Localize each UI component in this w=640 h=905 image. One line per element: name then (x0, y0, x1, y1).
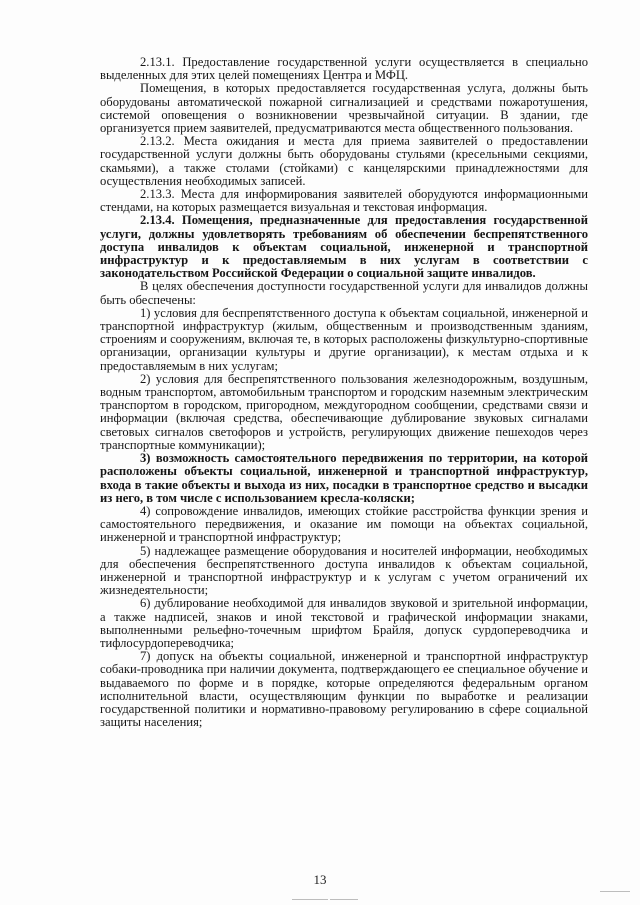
scan-artifact-line (330, 899, 358, 900)
scan-artifact-line (600, 891, 630, 892)
scan-artifact-line (292, 899, 328, 900)
list-item-6: 6) дублирование необходимой для инвалидов звуковой и зрительной информации, а также надписей, знаков и иной текстовой и графической информации знаками, выполненными рельефно-точечным шрифтом Брайля, допуск сурдопереводчика и тифлосурдопереводчика; (100, 596, 588, 650)
paragraph-accessibility-intro: В целях обеспечения доступности государственной услуги для инвалидов должны быть обеспечены: (100, 279, 588, 307)
list-item-3: 3) возможность самостоятельного передвижения по территории, на которой расположены объекты социальной, инженерной и транспортной инфраструктур, входа в такие объекты и выхода из них, посадки в транспортное средство и высадки из него, в том числе с использованием кресла-коляски; (100, 451, 588, 505)
paragraph-2-13-4: 2.13.4. Помещения, предназначенные для предоставления государственной услуги, должны удовлетворять требованиям об обеспечении беспрепятственного доступа инвалидов к объектам социальной, инженерной и транспортной инфраструктур и к предоставляемым в них услугам в соответствии с законодательством Российской Федерации о социальной защите инвалидов. (100, 213, 588, 281)
document-body (100, 56, 588, 729)
list-item-1: 1) условия для беспрепятственного доступа к объектам социальной, инженерной и транспортной инфраструктур (жилым, общественным и производственным зданиям, строениям и сооружениям, включая те, в которых расположены физкультурно-спортивные организации, организации культуры и другие организации), к местам отдыха и к предоставляемым в них услугам; (100, 305, 588, 373)
list-item-7: 7) допуск на объекты социальной, инженерной и транспортной инфраструктур собаки-проводника при наличии документа, подтверждающего ее специальное обучение и выдаваемого по форме и в порядке, которые определяются федеральным органом исполнительной власти, осуществляющим функции по выработке и реализации государственной политики и нормативно-правовому регулированию в сфере социальной защиты населения; (100, 649, 588, 730)
list-item-4: 4) сопровождение инвалидов, имеющих стойкие расстройства функции зрения и самостоятельного передвижения, и оказание им помощи на объектах социальной, инженерной и транспортной инфраструктур; (100, 503, 588, 545)
list-item-2: 2) условия для беспрепятственного пользования железнодорожным, воздушным, водным транспортом, автомобильным транспортом и городским наземным электрическим транспортом в городском, пригородном, междугородном сообщении, средствами связи и информации (включая средства, обеспечивающие дублирование звуковых сигналами световых сигналов светофоров и устройств, регулирующих движение пешеходов через транспортные коммуникации); (100, 371, 588, 452)
paragraph-2-13-3: 2.13.3. Места для информирования заявителей оборудуются информационными стендами, на которых размещается визуальная и текстовая информация. (100, 187, 588, 215)
page-number: 13 (313, 872, 327, 887)
paragraph-2-13-1: 2.13.1. Предоставление государственной услуги осуществляется в специально выделенных для этих целей помещениях Центра и МФЦ. (100, 55, 588, 83)
paragraph-2-13-2: 2.13.2. Места ожидания и места для приема заявителей о предоставлении государственной услуги должны быть оборудованы стульями (кресельными секциями, скамьями), а также столами (стойками) с канцелярскими принадлежностями для осуществления необходимых записей. (100, 134, 588, 188)
list-item-5: 5) надлежащее размещение оборудования и носителей информации, необходимых для обеспечения беспрепятственного доступа инвалидов к объектам социальной, инженерной и транспортной инфраструктур и к услугам с учетом ограничений их жизнедеятельности; (100, 543, 588, 598)
paragraph-premises-fire-safety: Помещения, в которых предоставляется государственная услуга, должны быть оборудованы автоматической пожарной сигнализацией и средствами пожаротушения, системой оповещения о возникновении чрезвычайной ситуации. В здании, где организуется прием заявителей, предусматриваются места общественного пользования. (100, 81, 588, 136)
